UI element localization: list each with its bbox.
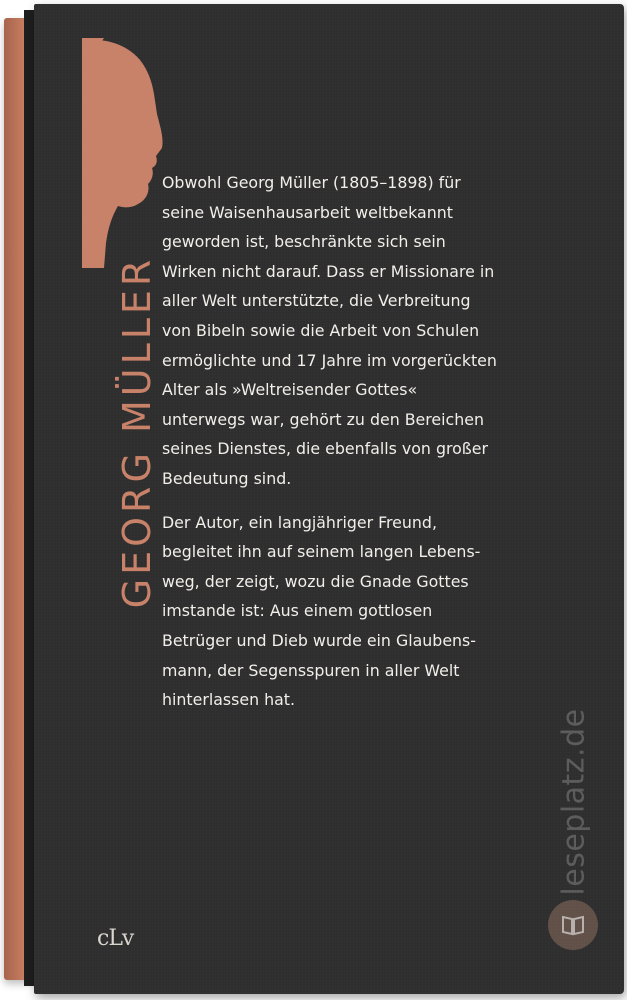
- blurb-line: seines Dienstes, die ebenfalls von großer: [162, 439, 488, 459]
- watermark-book-icon: [548, 900, 598, 950]
- blurb-line: hinterlassen hat.: [162, 690, 296, 710]
- blurb-paragraph-2: [162, 508, 562, 715]
- blurb-line: aller Welt unterstützte, die Verbreitung: [162, 291, 471, 311]
- blurb-line: ermöglichte und 17 Jahre im vorgerückten: [162, 350, 497, 370]
- blurb-paragraph-1: [162, 168, 562, 494]
- blurb-line: von Bibeln sowie die Arbeit von Schulen: [162, 320, 480, 340]
- blurb-line: begleitet ihn auf seinem langen Lebens-: [162, 542, 481, 562]
- blurb-line: mann, der Segensspuren in aller Welt: [162, 660, 460, 680]
- blurb-line: seine Waisenhausarbeit weltbekannt: [162, 202, 453, 222]
- blurb-line: Betrüger und Dieb wurde ein Glaubens-: [162, 630, 476, 650]
- blurb-line: Obwohl Georg Müller (1805–1898) für: [162, 173, 461, 192]
- blurb-line: unterwegs war, gehört zu den Bereichen: [162, 409, 484, 429]
- author-name-vertical: GEORG MÜLLER: [115, 255, 159, 609]
- blurb-line: Bedeutung sind.: [162, 468, 292, 488]
- blurb-line: imstande ist: Aus einem gottlosen: [162, 601, 433, 621]
- blurb-line: geworden ist, beschränkte sich sein: [162, 232, 446, 252]
- blurb-line: Alter als »Weltreisender Gottes«: [162, 380, 418, 400]
- publisher-logo: cLv: [97, 926, 134, 951]
- watermark-text: leseplatz.de: [556, 708, 592, 896]
- blurb-line: Wirken nicht darauf. Dass er Missionare in: [162, 261, 495, 281]
- blurb-text: [162, 168, 562, 715]
- blurb-line: Der Autor, ein langjähriger Freund,: [162, 512, 437, 532]
- blurb-line: weg, der zeigt, wozu die Gnade Gottes: [162, 571, 469, 591]
